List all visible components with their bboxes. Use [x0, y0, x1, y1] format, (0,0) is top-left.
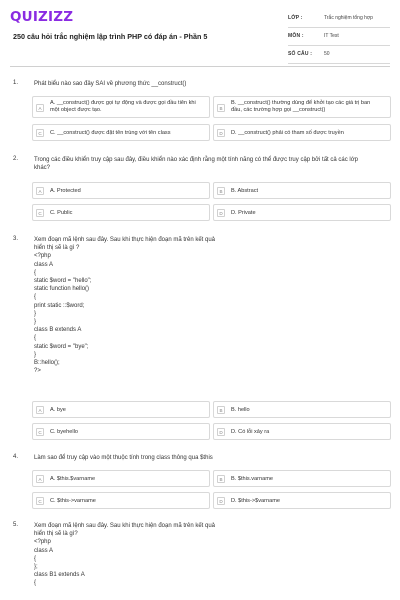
option-letter: D — [217, 209, 225, 217]
question-text: Phát biểu nào sao đây SAI về phương thức __construct() — [34, 81, 187, 87]
option-2a[interactable] — [32, 182, 210, 199]
option-1a[interactable] — [32, 96, 210, 118]
option-letter: A — [36, 104, 44, 112]
question-text: Xem đoạn mã lệnh sau đây. Sau khi thực hiện đoạn mã trên kết quả hiển thị sẽ là gì? <?php class A { }; class B1 extends A { — [34, 523, 216, 587]
option-text: C. Public — [50, 210, 73, 216]
option-3b[interactable] — [213, 401, 391, 418]
option-text: B. Abstract — [231, 188, 259, 194]
option-3d[interactable] — [213, 423, 391, 440]
page-title: 250 câu hỏi trắc nghiệm lập trình PHP có đáp án - Phần 5 — [13, 32, 208, 41]
worksheet-meta — [288, 10, 390, 64]
question-number: 1. — [13, 80, 19, 86]
meta-value: Trắc nghiệm tổng hợp — [324, 15, 373, 21]
option-2d[interactable] — [213, 204, 391, 221]
option-letter: A — [36, 187, 44, 195]
option-letter: D — [217, 428, 225, 436]
meta-label: LỚP : — [288, 15, 303, 21]
option-letter: B — [217, 406, 225, 414]
option-2b[interactable] — [213, 182, 391, 199]
option-text: B. __construct() thường dùng để khởi tạo các giá trị ban đầu, các trường hợp gọi __construct() — [231, 99, 371, 113]
option-text: D. __construct() phải có tham số được truyền — [231, 130, 344, 136]
question-text: Xem đoạn mã lệnh sau đây. Sau khi thực hiện đoạn mã trên kết quả hiển thị sẽ là gì ? <?php class A { static $word = "hello"; static function hello() { print static ::$word; } } class B extends A { static $word = "bye"; } B::hello(); ?> — [34, 237, 216, 375]
option-letter: A — [36, 406, 44, 414]
question-text: Làm sao để truy cập vào một thuộc tính trong class thông qua $this — [34, 455, 213, 461]
meta-label: MÔN : — [288, 33, 304, 39]
option-text: C. $this->varname — [50, 498, 96, 504]
option-text: A. __construct() được gọi tự động và được gọi đầu tiên khi một object được tạo. — [50, 99, 196, 113]
option-4a[interactable] — [32, 470, 210, 487]
question-number: 2. — [13, 156, 19, 162]
option-text: D. Có lỗi xảy ra — [231, 429, 270, 435]
meta-row-count — [288, 46, 390, 64]
option-letter: A — [36, 475, 44, 483]
option-letter: D — [217, 497, 225, 505]
option-1c[interactable] — [32, 124, 210, 141]
quizizz-logo: QUIZIZZ — [10, 9, 74, 25]
meta-value: IT Test — [324, 33, 339, 39]
meta-value: 50 — [324, 51, 330, 57]
meta-row-class — [288, 10, 390, 28]
question-number: 3. — [13, 236, 19, 242]
question-text: Trong các điều khiển truy cập sau đây, điều khiển nào xác định rằng một tính năng có thể được truy cập bởi tất cả các lớp khác? — [34, 157, 359, 172]
option-4d[interactable] — [213, 492, 391, 509]
header-divider — [10, 66, 390, 67]
option-letter: B — [217, 187, 225, 195]
option-1b[interactable] — [213, 96, 391, 118]
option-1d[interactable] — [213, 124, 391, 141]
question-number: 4. — [13, 454, 19, 460]
option-text: D. $this->$varname — [231, 498, 280, 504]
option-text: C. __construct() được đặt tên trùng với tên class — [50, 130, 171, 136]
option-2c[interactable] — [32, 204, 210, 221]
option-letter: C — [36, 428, 44, 436]
option-text: A. $this.$varname — [50, 476, 96, 482]
option-letter: D — [217, 129, 225, 137]
option-text: A. bye — [50, 407, 66, 413]
option-4c[interactable] — [32, 492, 210, 509]
option-letter: C — [36, 497, 44, 505]
option-letter: B — [217, 475, 225, 483]
option-3a[interactable] — [32, 401, 210, 418]
option-text: B. $this.varname — [231, 476, 273, 482]
option-text: C. byehello — [50, 429, 78, 435]
option-letter: B — [217, 104, 225, 112]
option-3c[interactable] — [32, 423, 210, 440]
meta-label: SỐ CÂU : — [288, 51, 313, 57]
option-text: B. hello — [231, 407, 250, 413]
meta-row-subject — [288, 28, 390, 46]
option-4b[interactable] — [213, 470, 391, 487]
question-number: 5. — [13, 522, 19, 528]
option-letter: C — [36, 129, 44, 137]
option-letter: C — [36, 209, 44, 217]
option-text: A. Protected — [50, 188, 81, 194]
option-text: D. Private — [231, 210, 256, 216]
